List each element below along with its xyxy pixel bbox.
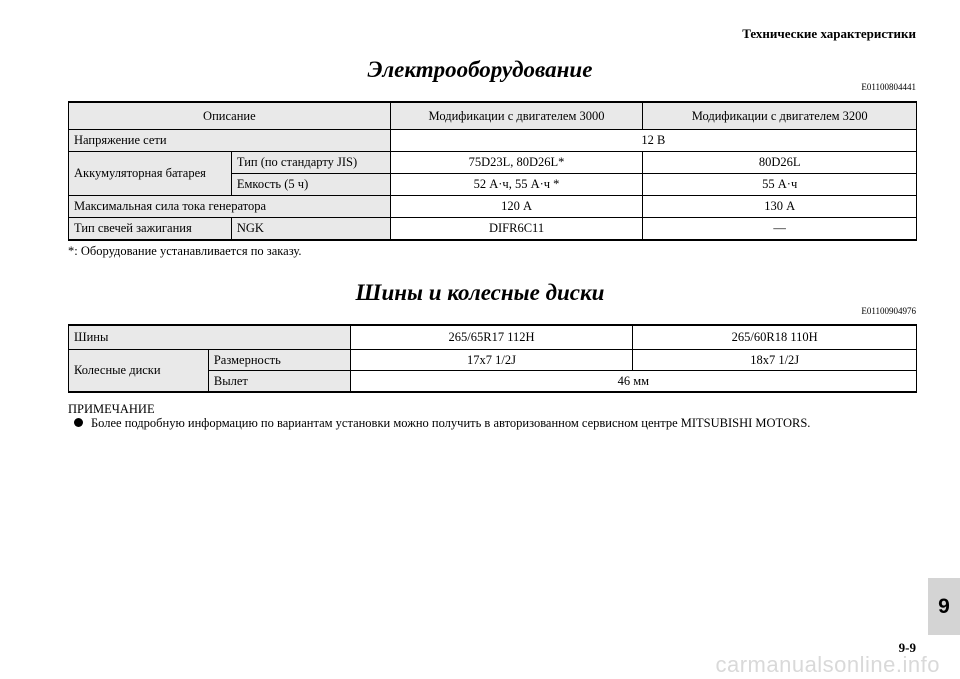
battery-capacity-3000: 52 А·ч, 55 А·ч *	[390, 174, 643, 196]
electrical-section-code: E01100804441	[861, 82, 916, 92]
alternator-3200: 130 А	[643, 196, 917, 218]
note-item	[74, 416, 810, 431]
tires-value-2: 265/60R18 110H	[633, 325, 917, 350]
spark-plug-brand: NGK	[231, 218, 390, 241]
wheel-offset-value: 46 мм	[350, 371, 916, 393]
column-header-description: Описание	[69, 102, 391, 130]
table-row	[69, 325, 917, 350]
electrical-footnote: *: Оборудование устанавливается по заказу.	[68, 244, 302, 258]
battery-type-3200: 80D26L	[643, 152, 917, 174]
column-header-3200: Модификации с двигателем 3200	[643, 102, 917, 130]
tires-value-1: 265/65R17 112H	[350, 325, 633, 350]
table-row	[69, 350, 917, 371]
alternator-3000: 120 А	[390, 196, 643, 218]
page-header-title: Технические характеристики	[742, 26, 916, 41]
note-text: Более подробную информацию по вариантам установки можно получить в авторизованном сервисном центре MITSUBISHI MOTORS.	[91, 416, 811, 430]
electrical-section-title: Электрооборудование	[367, 57, 593, 82]
wheel-size-1: 17x7 1/2J	[350, 350, 633, 371]
wheel-size-2: 18x7 1/2J	[633, 350, 917, 371]
battery-type-label: Тип (по стандарту JIS)	[231, 152, 390, 174]
table-header-row	[69, 102, 917, 130]
tires-label: Шины	[69, 325, 351, 350]
tires-table	[68, 324, 917, 393]
page-number: 9-9	[898, 640, 916, 655]
watermark: carmanualsonline.info	[715, 652, 940, 677]
wheel-offset-label: Вылет	[208, 371, 350, 393]
spark-plug-3000: DIFR6C11	[390, 218, 643, 241]
chapter-tab: 9	[928, 578, 960, 635]
tires-section-code: E01100904976	[861, 306, 916, 316]
alternator-label: Максимальная сила тока генератора	[69, 196, 391, 218]
voltage-label: Напряжение сети	[69, 130, 391, 152]
table-row	[69, 196, 917, 218]
wheels-label: Колесные диски	[69, 350, 209, 393]
voltage-value: 12 В	[390, 130, 916, 152]
battery-type-3000: 75D23L, 80D26L*	[390, 152, 643, 174]
electrical-table	[68, 101, 917, 241]
wheel-size-label: Размерность	[208, 350, 350, 371]
bullet-icon	[74, 418, 83, 427]
spark-plug-label: Тип свечей зажигания	[69, 218, 232, 241]
spark-plug-3200: —	[643, 218, 917, 241]
battery-capacity-3200: 55 А·ч	[643, 174, 917, 196]
tires-section-title: Шины и колесные диски	[355, 280, 605, 305]
battery-capacity-label: Емкость (5 ч)	[231, 174, 390, 196]
battery-label: Аккумуляторная батарея	[69, 152, 232, 196]
table-row	[69, 218, 917, 241]
table-row	[69, 130, 917, 152]
table-row	[69, 152, 917, 174]
column-header-3000: Модификации с двигателем 3000	[390, 102, 643, 130]
note-title: ПРИМЕЧАНИЕ	[68, 402, 155, 416]
